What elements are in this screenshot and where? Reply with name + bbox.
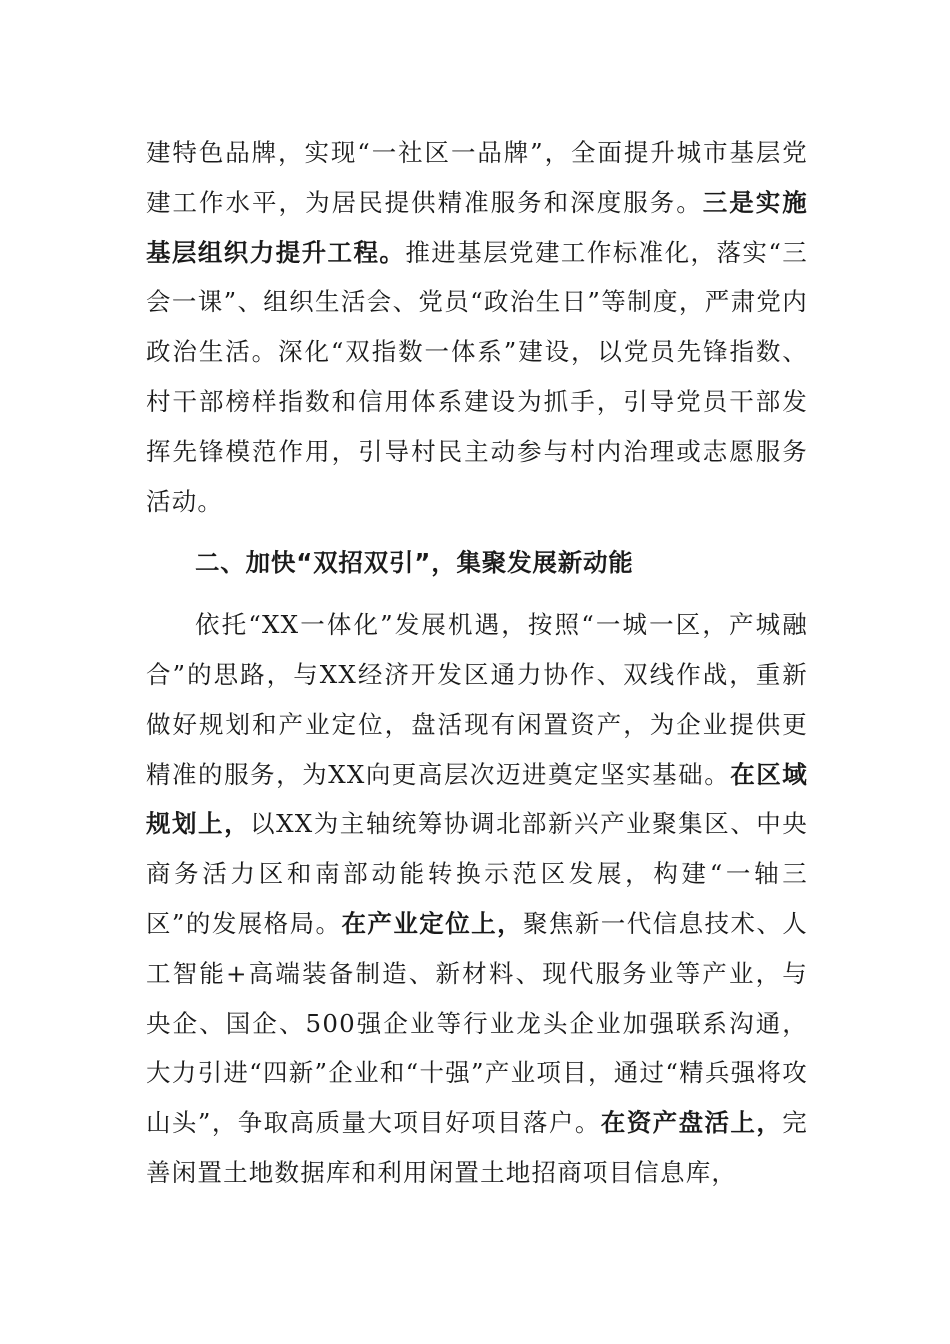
paragraph-2-bold-segment: 在区域规划上，	[146, 759, 808, 839]
paragraph-2-bold-segment: 在资产盘活上，	[600, 1108, 783, 1138]
paragraph-2-segment: 依托“XX一体化”发展机遇，按照“一城一区，产城融合”的思路，与XX经济开发区通力协作、双线作战，重新做好规划和产业定位，盘活现有闲置资产，为企业提供更精准的服务，为XX向更高层次迈进奠定坚实基础。	[146, 610, 808, 789]
section-heading: 二、加快“双招双引”，集聚发展新动能	[195, 548, 634, 578]
section-gap	[146, 588, 808, 600]
section-gap	[146, 526, 808, 538]
document-body	[146, 128, 808, 1198]
paragraph-2-bold-segment: 在产业定位上，	[341, 908, 523, 938]
paragraph-1-segment: 推进基层党建工作标准化，落实“三会一课”、组织生活会、党员“政治生日”等制度，严肃党内政治生活。深化“双指数一体系”建设，以党员先锋指数、村干部榜样指数和信用体系建设为抓手，引导党员干部发挥先锋模范作用，引导村民主动参与村内治理或志愿服务活动。	[146, 237, 808, 516]
paragraph-1-bold-segment: 三是实施基层组织力提升工程。	[146, 187, 808, 267]
paragraph-2-segment: 完善闲置土地数据库和利用闲置土地招商项目信息库，	[146, 1108, 808, 1187]
paragraph-1	[146, 128, 808, 526]
paragraph-2	[146, 600, 808, 1198]
paragraph-2-segment: 以XX为主轴统筹协调北部新兴产业聚集区、中央商务活力区和南部动能转换示范区发展，构建“一轴三区”的发展格局。	[146, 809, 808, 938]
paragraph-1-segment: 建特色品牌，实现“一社区一品牌”，全面提升城市基层党建工作水平，为居民提供精准服务和深度服务。	[146, 138, 808, 217]
paragraph-2-segment: 聚焦新一代信息技术、人工智能+高端装备制造、新材料、现代服务业等产业，与央企、国企、500强企业等行业龙头企业加强联系沟通，大力引进“四新”企业和“十强”产业项目，通过“精兵强将攻山头”，争取高质量大项目好项目落户。	[146, 908, 809, 1138]
